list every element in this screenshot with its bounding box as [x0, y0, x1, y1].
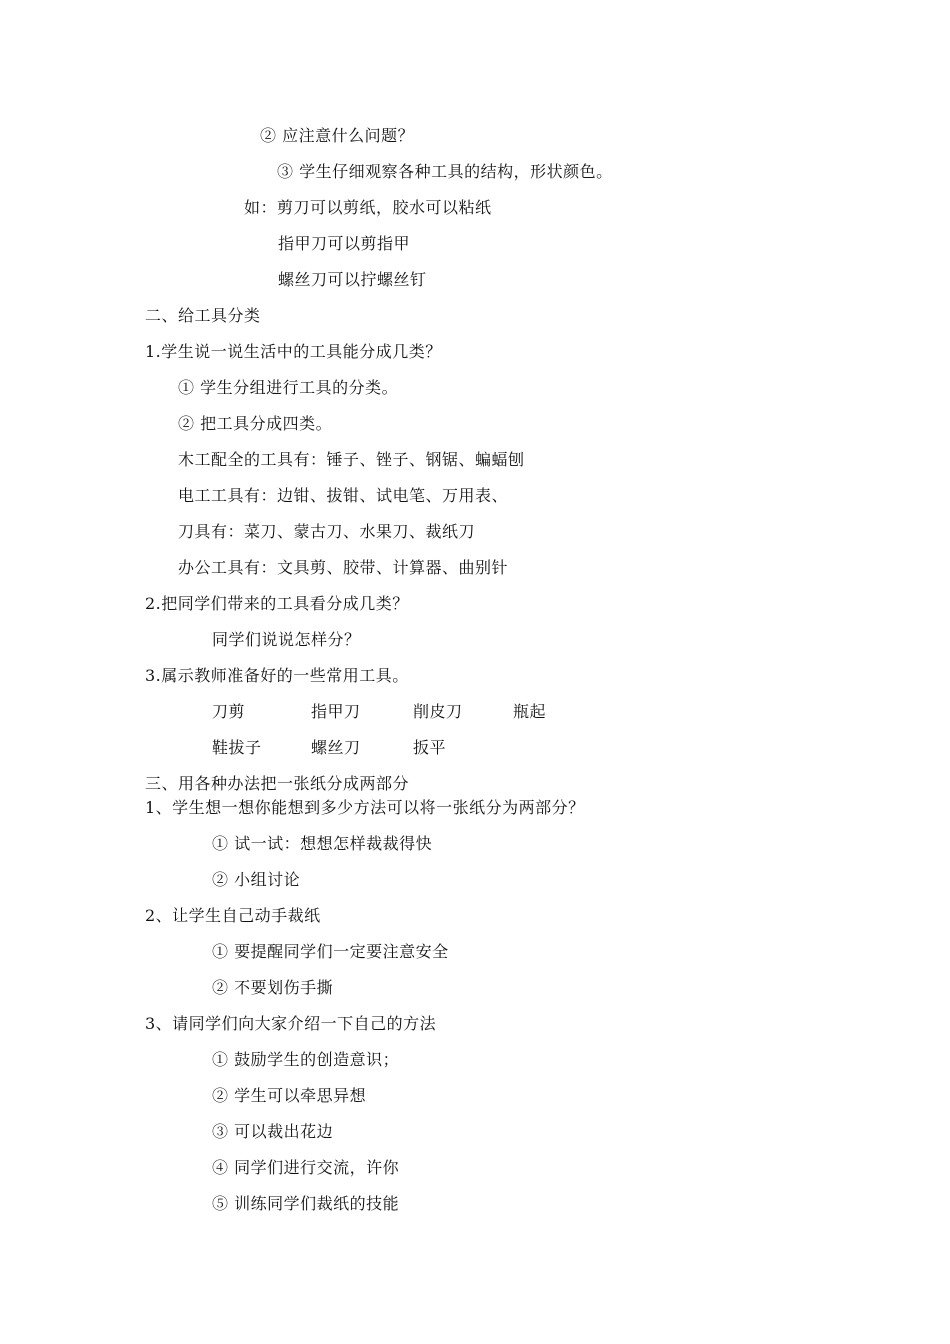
text-line: ② 应注意什么问题？ [260, 126, 415, 145]
text-line: 3、请同学们向大家介绍一下自己的方法 [145, 1014, 437, 1033]
text-line: 如：剪刀可以剪纸，胶水可以粘纸 [244, 198, 492, 217]
text-line: ① 要提醒同学们一定要注意安全 [212, 942, 449, 961]
text-line: 2、让学生自己动手裁纸 [145, 906, 321, 925]
tool-item: 指甲刀 [311, 702, 361, 721]
text-line: 3.属示教师准备好的一些常用工具。 [145, 666, 409, 685]
tool-item: 削皮刀 [413, 702, 463, 721]
section-heading: 三、用各种办法把一张纸分成两部分 [145, 774, 410, 793]
text-line: ① 试一试：想想怎样裁裁得快 [212, 834, 433, 853]
text-line: 刀具有：菜刀、蒙古刀、水果刀、裁纸刀 [178, 522, 476, 541]
text-line: 办公工具有：文具剪、胶带、计算器、曲别针 [178, 558, 509, 577]
text-line: ① 学生分组进行工具的分类。 [178, 378, 399, 397]
tool-item: 螺丝刀 [311, 738, 361, 757]
tool-item: 瓶起 [513, 702, 547, 721]
text-line: ② 把工具分成四类。 [178, 414, 333, 433]
tool-item: 刀剪 [212, 702, 246, 721]
text-line: ④ 同学们进行交流，许你 [212, 1158, 400, 1177]
tool-item: 鞋拔子 [212, 738, 262, 757]
text-line: ② 学生可以牵思异想 [212, 1086, 367, 1105]
text-line: ③ 可以裁出花边 [212, 1122, 334, 1141]
text-line: 1.学生说一说生活中的工具能分成几类？ [145, 342, 442, 361]
tool-item: 扳平 [413, 738, 447, 757]
text-line: 木工配全的工具有：锤子、锉子、钢锯、蝙蝠刨 [178, 450, 525, 469]
text-line: 电工工具有：边钳、拔钳、试电笔、万用表、 [178, 486, 509, 505]
text-line: ⑤ 训练同学们裁纸的技能 [212, 1194, 400, 1213]
section-heading: 二、给工具分类 [145, 306, 261, 325]
text-line: 同学们说说怎样分？ [212, 630, 361, 649]
text-line: ③ 学生仔细观察各种工具的结构，形状颜色。 [277, 162, 613, 181]
text-line: 2.把同学们带来的工具看分成几类？ [145, 594, 409, 613]
text-line: 指甲刀可以剪指甲 [278, 234, 411, 253]
text-line: 螺丝刀可以拧螺丝钉 [278, 270, 427, 289]
text-line: ② 小组讨论 [212, 870, 301, 889]
text-line: ② 不要划伤手撕 [212, 978, 334, 997]
text-line: 1、学生想一想你能想到多少方法可以将一张纸分为两部分？ [145, 798, 585, 817]
text-line: ① 鼓励学生的创造意识； [212, 1050, 400, 1069]
